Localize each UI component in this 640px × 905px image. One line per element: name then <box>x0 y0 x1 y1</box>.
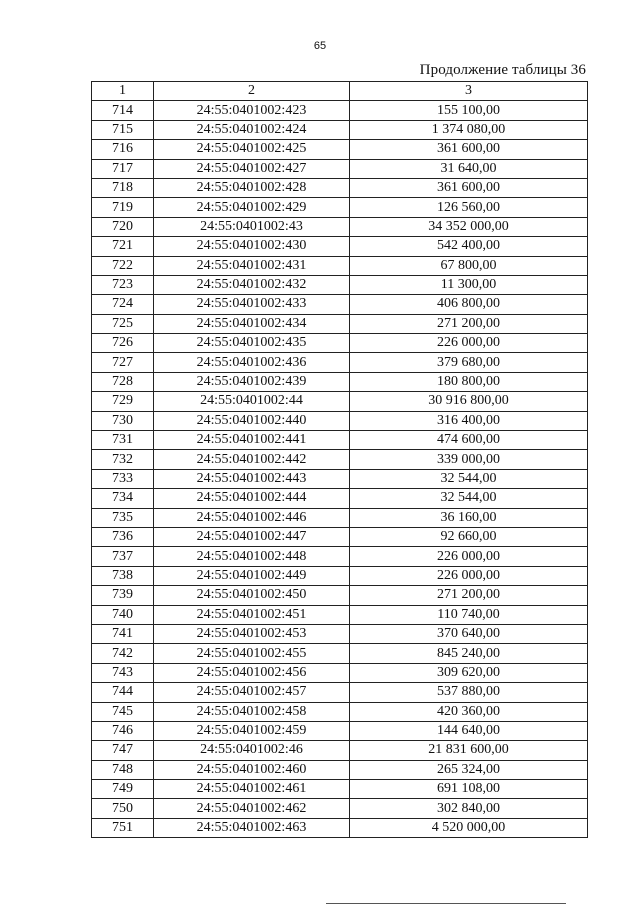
cadastral-number-cell: 24:55:0401002:448 <box>154 547 350 566</box>
cadastral-number-cell: 24:55:0401002:432 <box>154 275 350 294</box>
row-number-cell: 727 <box>92 353 154 372</box>
row-number-cell: 734 <box>92 489 154 508</box>
cadastral-number-cell: 24:55:0401002:453 <box>154 624 350 643</box>
row-number-cell: 742 <box>92 644 154 663</box>
table-row <box>92 411 588 430</box>
table-row <box>92 663 588 682</box>
value-cell: 226 000,00 <box>350 334 588 353</box>
value-cell: 32 544,00 <box>350 469 588 488</box>
table-row <box>92 644 588 663</box>
value-cell: 271 200,00 <box>350 586 588 605</box>
value-cell: 265 324,00 <box>350 760 588 779</box>
table-row <box>92 237 588 256</box>
table-row <box>92 566 588 585</box>
table-row <box>92 683 588 702</box>
cadastral-number-cell: 24:55:0401002:44 <box>154 392 350 411</box>
table-row <box>92 450 588 469</box>
row-number-cell: 737 <box>92 547 154 566</box>
table-row <box>92 392 588 411</box>
cadastral-number-cell: 24:55:0401002:455 <box>154 644 350 663</box>
table-row <box>92 101 588 120</box>
value-cell: 537 880,00 <box>350 683 588 702</box>
cadastral-number-cell: 24:55:0401002:457 <box>154 683 350 702</box>
table-row <box>92 605 588 624</box>
row-number-cell: 739 <box>92 586 154 605</box>
cadastral-number-cell: 24:55:0401002:461 <box>154 780 350 799</box>
row-number-cell: 736 <box>92 527 154 546</box>
table-row <box>92 624 588 643</box>
table-row <box>92 702 588 721</box>
table-row <box>92 508 588 527</box>
cadastral-number-cell: 24:55:0401002:441 <box>154 431 350 450</box>
row-number-cell: 743 <box>92 663 154 682</box>
value-cell: 406 800,00 <box>350 295 588 314</box>
cadastral-number-cell: 24:55:0401002:463 <box>154 818 350 837</box>
cadastral-number-cell: 24:55:0401002:431 <box>154 256 350 275</box>
table-row <box>92 334 588 353</box>
cadastral-number-cell: 24:55:0401002:449 <box>154 566 350 585</box>
value-cell: 11 300,00 <box>350 275 588 294</box>
value-cell: 309 620,00 <box>350 663 588 682</box>
row-number-cell: 719 <box>92 198 154 217</box>
value-cell: 361 600,00 <box>350 178 588 197</box>
table-row <box>92 217 588 236</box>
row-number-cell: 730 <box>92 411 154 430</box>
table-row <box>92 275 588 294</box>
row-number-cell: 728 <box>92 372 154 391</box>
row-number-cell: 732 <box>92 450 154 469</box>
value-cell: 845 240,00 <box>350 644 588 663</box>
row-number-cell: 747 <box>92 741 154 760</box>
cadastral-number-cell: 24:55:0401002:430 <box>154 237 350 256</box>
row-number-cell: 740 <box>92 605 154 624</box>
row-number-cell: 721 <box>92 237 154 256</box>
value-cell: 339 000,00 <box>350 450 588 469</box>
cadastral-number-cell: 24:55:0401002:447 <box>154 527 350 546</box>
row-number-cell: 735 <box>92 508 154 527</box>
cadastral-number-cell: 24:55:0401002:459 <box>154 721 350 740</box>
table-row <box>92 353 588 372</box>
cadastral-number-cell: 24:55:0401002:440 <box>154 411 350 430</box>
cadastral-number-cell: 24:55:0401002:46 <box>154 741 350 760</box>
cadastral-number-cell: 24:55:0401002:443 <box>154 469 350 488</box>
row-number-cell: 749 <box>92 780 154 799</box>
row-number-cell: 718 <box>92 178 154 197</box>
value-cell: 361 600,00 <box>350 140 588 159</box>
cadastral-number-cell: 24:55:0401002:429 <box>154 198 350 217</box>
cadastral-number-cell: 24:55:0401002:446 <box>154 508 350 527</box>
cadastral-number-cell: 24:55:0401002:423 <box>154 101 350 120</box>
table-row <box>92 547 588 566</box>
table-row <box>92 799 588 818</box>
cadastral-number-cell: 24:55:0401002:442 <box>154 450 350 469</box>
cadastral-number-cell: 24:55:0401002:451 <box>154 605 350 624</box>
row-number-cell: 720 <box>92 217 154 236</box>
value-cell: 155 100,00 <box>350 101 588 120</box>
cadastral-number-cell: 24:55:0401002:462 <box>154 799 350 818</box>
table-row <box>92 586 588 605</box>
table-row <box>92 120 588 139</box>
row-number-cell: 722 <box>92 256 154 275</box>
row-number-cell: 746 <box>92 721 154 740</box>
column-header-2: 2 <box>154 82 350 101</box>
cadastral-number-cell: 24:55:0401002:458 <box>154 702 350 721</box>
value-cell: 474 600,00 <box>350 431 588 450</box>
value-cell: 271 200,00 <box>350 314 588 333</box>
row-number-cell: 723 <box>92 275 154 294</box>
bottom-divider <box>326 903 566 904</box>
row-number-cell: 724 <box>92 295 154 314</box>
cadastral-number-cell: 24:55:0401002:450 <box>154 586 350 605</box>
table-row <box>92 159 588 178</box>
header-row <box>92 82 588 101</box>
table-row <box>92 469 588 488</box>
value-cell: 67 800,00 <box>350 256 588 275</box>
column-header-1: 1 <box>92 82 154 101</box>
table-row <box>92 527 588 546</box>
row-number-cell: 733 <box>92 469 154 488</box>
row-number-cell: 725 <box>92 314 154 333</box>
cadastral-number-cell: 24:55:0401002:456 <box>154 663 350 682</box>
value-cell: 379 680,00 <box>350 353 588 372</box>
row-number-cell: 729 <box>92 392 154 411</box>
cadastral-number-cell: 24:55:0401002:43 <box>154 217 350 236</box>
cadastral-number-cell: 24:55:0401002:433 <box>154 295 350 314</box>
table-row <box>92 760 588 779</box>
cadastral-number-cell: 24:55:0401002:425 <box>154 140 350 159</box>
value-cell: 180 800,00 <box>350 372 588 391</box>
value-cell: 126 560,00 <box>350 198 588 217</box>
cadastral-number-cell: 24:55:0401002:436 <box>154 353 350 372</box>
row-number-cell: 731 <box>92 431 154 450</box>
value-cell: 4 520 000,00 <box>350 818 588 837</box>
row-number-cell: 750 <box>92 799 154 818</box>
value-cell: 110 740,00 <box>350 605 588 624</box>
table-row <box>92 489 588 508</box>
table-row <box>92 721 588 740</box>
value-cell: 21 831 600,00 <box>350 741 588 760</box>
row-number-cell: 745 <box>92 702 154 721</box>
table-row <box>92 256 588 275</box>
column-header-3: 3 <box>350 82 588 101</box>
cadastral-number-cell: 24:55:0401002:460 <box>154 760 350 779</box>
cadastral-number-cell: 24:55:0401002:439 <box>154 372 350 391</box>
table-body <box>92 101 588 838</box>
table-row <box>92 295 588 314</box>
row-number-cell: 738 <box>92 566 154 585</box>
value-cell: 32 544,00 <box>350 489 588 508</box>
row-number-cell: 726 <box>92 334 154 353</box>
value-cell: 34 352 000,00 <box>350 217 588 236</box>
row-number-cell: 748 <box>92 760 154 779</box>
value-cell: 302 840,00 <box>350 799 588 818</box>
cadastral-number-cell: 24:55:0401002:435 <box>154 334 350 353</box>
table-row <box>92 741 588 760</box>
data-table <box>91 81 588 838</box>
cadastral-number-cell: 24:55:0401002:434 <box>154 314 350 333</box>
value-cell: 30 916 800,00 <box>350 392 588 411</box>
value-cell: 691 108,00 <box>350 780 588 799</box>
value-cell: 370 640,00 <box>350 624 588 643</box>
table-caption: Продолжение таблицы 36 <box>419 62 586 78</box>
cadastral-number-cell: 24:55:0401002:427 <box>154 159 350 178</box>
table-row <box>92 431 588 450</box>
row-number-cell: 716 <box>92 140 154 159</box>
value-cell: 226 000,00 <box>350 547 588 566</box>
cadastral-number-cell: 24:55:0401002:428 <box>154 178 350 197</box>
table-row <box>92 372 588 391</box>
table-row <box>92 780 588 799</box>
value-cell: 36 160,00 <box>350 508 588 527</box>
row-number-cell: 751 <box>92 818 154 837</box>
row-number-cell: 715 <box>92 120 154 139</box>
value-cell: 316 400,00 <box>350 411 588 430</box>
page-number: 65 <box>313 40 327 52</box>
value-cell: 542 400,00 <box>350 237 588 256</box>
value-cell: 144 640,00 <box>350 721 588 740</box>
row-number-cell: 714 <box>92 101 154 120</box>
value-cell: 226 000,00 <box>350 566 588 585</box>
row-number-cell: 741 <box>92 624 154 643</box>
row-number-cell: 744 <box>92 683 154 702</box>
table-row <box>92 198 588 217</box>
cadastral-number-cell: 24:55:0401002:444 <box>154 489 350 508</box>
value-cell: 92 660,00 <box>350 527 588 546</box>
table-row <box>92 818 588 837</box>
value-cell: 31 640,00 <box>350 159 588 178</box>
value-cell: 420 360,00 <box>350 702 588 721</box>
table-row <box>92 178 588 197</box>
value-cell: 1 374 080,00 <box>350 120 588 139</box>
table-row <box>92 140 588 159</box>
row-number-cell: 717 <box>92 159 154 178</box>
table-row <box>92 314 588 333</box>
cadastral-number-cell: 24:55:0401002:424 <box>154 120 350 139</box>
